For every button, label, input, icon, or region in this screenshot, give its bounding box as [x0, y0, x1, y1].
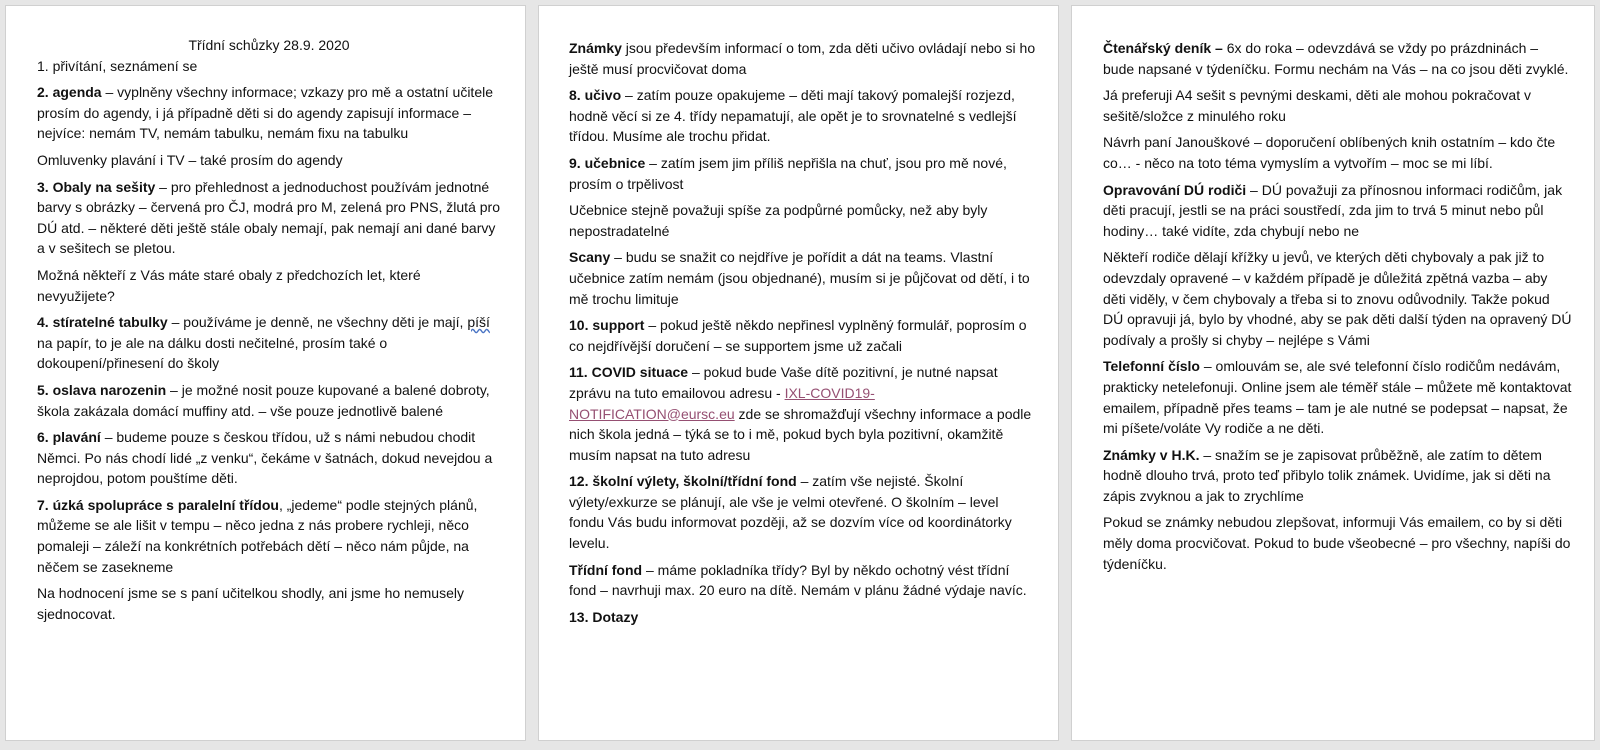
paragraph-zlepsovat: Pokud se známky nebudou zlepšovat, informuji Vás emailem, co by si děti měly doma procvičovat. Pokud to bude všeobecné – pro všechny, napíši do týdeníčku.: [1103, 514, 1571, 572]
paragraph-dotazy: [569, 607, 1036, 628]
heading-vylety: 12. školní výlety, školní/třídní fond: [569, 473, 797, 490]
paragraph-vylety: [569, 471, 1036, 553]
text-covid-b: zde se shromažďují všechny informace a podle nich škola jedná – týká se to i mě, pokud bych byla pozitivní, okamžitě musím napsat na tuto adresu: [569, 405, 1032, 463]
paragraph-obaly: [37, 177, 501, 259]
paragraph-tabulky: [37, 312, 501, 374]
text-znamky: jsou především informací o tom, zda děti učivo ovládají nebo si ho ještě musí procvičovat doma: [569, 40, 1036, 77]
paragraph-welcome: 1. přivítání, seznámení se: [37, 57, 198, 74]
paragraph-denik-pref: Já preferuji A4 sešit s pevnými deskami, děti ale mohou pokračovat v sešitě/složce z minulého roku: [1103, 87, 1531, 124]
paragraph-scany: [569, 247, 1036, 309]
text-denik: 6x do roka – odevzdává se vždy po prázdninách – bude napsané v týdeníčku. Formu nechám na Vás – na co jsou děti zvyklé.: [1103, 40, 1569, 77]
paragraph-du-extra: Někteří rodiče dělají křížky u jevů, ve kterých děti chybovaly a pak již to odevzdaly opravené – v každém případě je důležitá zpětná vazba – aby děti viděly, v čem chybovaly a třeba si to znovu odůvodnily. Takže pokud DÚ opravuji já, bylo by vhodné, aby se pak děti další týden na opravený DÚ podívaly a prošly si chyby – nejlépe s Vámi: [1103, 249, 1572, 348]
text-du: – DÚ považuji za přínosnou informaci rodičům, jak děti pracují, jestli se na práci soustředí, zda jim to trvá 5 minut nebo půl hodiny… také vidíte, zda chybují nebo ne: [1103, 181, 1563, 239]
paragraph-support: [569, 315, 1036, 356]
document-page-2: [538, 5, 1059, 741]
heading-denik: Čtenářský deník –: [1103, 40, 1223, 56]
heading-covid: 11. COVID situace: [569, 364, 689, 381]
heading-tabulky: 4. stíratelné tabulky: [37, 314, 168, 331]
heading-scany: Scany: [569, 249, 611, 266]
document-page-1: [5, 5, 526, 741]
text-vylety: – zatím vše nejisté. Školní výlety/exkurze se plánují, ale vše je velmi otevřené. O školním – level fondu Vás budu informovat později, až se dozvím více od koordinátorky levelu.: [569, 473, 1012, 552]
heading-dotazy: 13. Dotazy: [569, 608, 639, 625]
paragraph-ucebnice: [569, 153, 1036, 194]
text-covid-a: – pokud bude Vaše dítě pozitivní, je nutné napsat zprávu na tuto emailovou adresu -: [569, 364, 998, 401]
heading-tel: Telefonní číslo: [1103, 358, 1200, 375]
text-ucebnice: – zatím jsem jim příliš nepřišla na chuť, jsou pro mě nové, prosím o trpělivost: [569, 154, 1007, 192]
text-tabulky-b: na papír, to je ale na dálku dosti nečitelné, prosím také o dokoupení/přinesení do školy: [37, 334, 388, 372]
text-support: – pokud ještě někdo nepřinesl vyplněný formulář, poprosím o co nejdřívější doručení – se supportem jsme už začali: [569, 317, 1027, 354]
paragraph-obaly-extra: Možná někteří z Vás máte staré obaly z předchozích let, které nevyužijete?: [37, 266, 421, 304]
heading-agenda: 2. agenda: [37, 84, 102, 101]
paragraph-du: [1103, 180, 1572, 242]
text-obaly: – pro přehlednost a jednoduchost používám jednotné barvy s obrázky – červená pro ČJ, modrá pro M, zelená pro PNS, žlutá pro DÚ atd. – některé děti ještě stále obaly nemají, pak nemají ani dané barvy a v sešitech se pletou.: [37, 178, 500, 257]
paragraph-hk: [1103, 445, 1572, 507]
covid-email-link[interactable]: IXL-COVID19-NOTIFICATION@eursc.eu: [569, 384, 875, 422]
paragraph-znamky: [569, 38, 1036, 79]
text-oslava: – je možné nosit pouze kupované a balené dobroty, škola zakázala domácí muffiny atd. – vše pouze jednotlivě balené: [37, 381, 490, 419]
document-title: Třídní schůzky 28.9. 2020: [188, 37, 350, 53]
heading-obaly: 3. Obaly na sešity: [37, 178, 156, 195]
heading-hk: Známky v H.K.: [1103, 446, 1200, 463]
paragraph-fond: [569, 560, 1036, 601]
document-page-3: [1071, 5, 1595, 741]
paragraph-denik: [1103, 38, 1572, 79]
heading-spoluprace: 7. úzká spolupráce s paralelní třídou: [37, 496, 279, 513]
heading-ucebnice: 9. učebnice: [569, 154, 646, 171]
text-plavani: – budeme pouze s českou třídou, už s námi nebudou chodit Němci. Po nás chodí lidé „z venku“, čekáme v šatnách, dokud nevejdou a neprojdou, potom pouštíme děti.: [37, 429, 493, 487]
text-ucivo: – zatím pouze opakujeme – děti mají takový pomalejší rozjezd, hodně věcí si ze 4. třídy nepamatují, ale opět je to srovnatelné s vedlejší třídou. Musíme ale trochu přidat.: [569, 87, 1017, 145]
paragraph-hodnoceni: Na hodnocení jsme se s paní učitelkou shodly, ani jsme ho nemusely sjednocovat.: [37, 585, 464, 622]
spellcheck-word[interactable]: píší: [467, 314, 490, 331]
text-tel: – omlouvám se, ale své telefonní číslo rodičům nedávám, prakticky netelefonuji. Online jsem ale téměř stále – můžete mě kontaktovat emailem, případně přes teams – tam je ale nutné se podepsat – napsat, že mi píšete/voláte Vy rodiče a ne děti.: [1103, 358, 1572, 437]
heading-oslava: 5. oslava narozenin: [37, 381, 167, 398]
paragraph-oslava: [37, 380, 501, 421]
text-agenda: – vyplněny všechny informace; vzkazy pro mě a ostatní učitele prosím do agendy, i já případně děti si do agendy zapisují informace – nejvíce: nemám TV, nemám tabulku, nemám fixu na tabulku: [37, 84, 493, 142]
heading-znamky: Známky: [569, 40, 622, 56]
paragraph-agenda: [37, 82, 501, 144]
paragraph-spoluprace: [37, 495, 501, 577]
text-fond: – máme pokladníka třídy? Byl by někdo ochotný vést třídní fond – navrhuji max. 20 euro na dítě. Nemám v plánu žádné výdaje navíc.: [569, 561, 1027, 599]
paragraph-navrh: Návrh paní Janouškové – doporučení oblíbených knih ostatním – kdo čte co… - něco na toto téma vymyslím a vytvořím – moc se mi líbí.: [1103, 134, 1556, 171]
heading-du: Opravování DÚ rodiči: [1103, 181, 1247, 198]
heading-support: 10. support: [569, 317, 645, 334]
paragraph-tel: [1103, 356, 1572, 438]
paragraph-omluvenky: Omluvenky plavání i TV – také prosím do agendy: [37, 151, 343, 168]
paragraph-plavani: [37, 427, 501, 489]
paragraph-ucivo: [569, 85, 1036, 147]
text-scany: – budu se snažit co nejdříve je pořídit a dát na teams. Vlastní učebnice zatím nemám (jsou objednané), musím si je půjčovat od dětí, i to mě trochu limituje: [569, 249, 1030, 307]
paragraph-covid: [569, 362, 1036, 465]
heading-ucivo: 8. učivo: [569, 87, 622, 104]
text-spoluprace: , „jedeme“ podle stejných plánů, můžeme se ale lišit v tempu – něco jedna z nás probere rychleji, něco pomaleji – záleží na konkrétních potřebách dětí – něco nám půjde, na něčem se zasekneme: [37, 496, 478, 575]
paragraph-ucebnice-extra: Učebnice stejně považuji spíše za podpůrné pomůcky, než aby byly nepostradatelné: [569, 202, 988, 239]
heading-plavani: 6. plavání: [37, 429, 101, 446]
text-tabulky-a: – používáme je denně, ne všechny děti je mají,: [167, 314, 468, 331]
heading-fond: Třídní fond: [569, 561, 643, 578]
text-hk: – snažím se je zapisovat průběžně, ale zatím to dětem hodně dlouho trvá, proto teď přibylo tolik známek. Uvidíme, jak si děti na zápis zvyknou a jak to zrychlíme: [1103, 446, 1551, 504]
